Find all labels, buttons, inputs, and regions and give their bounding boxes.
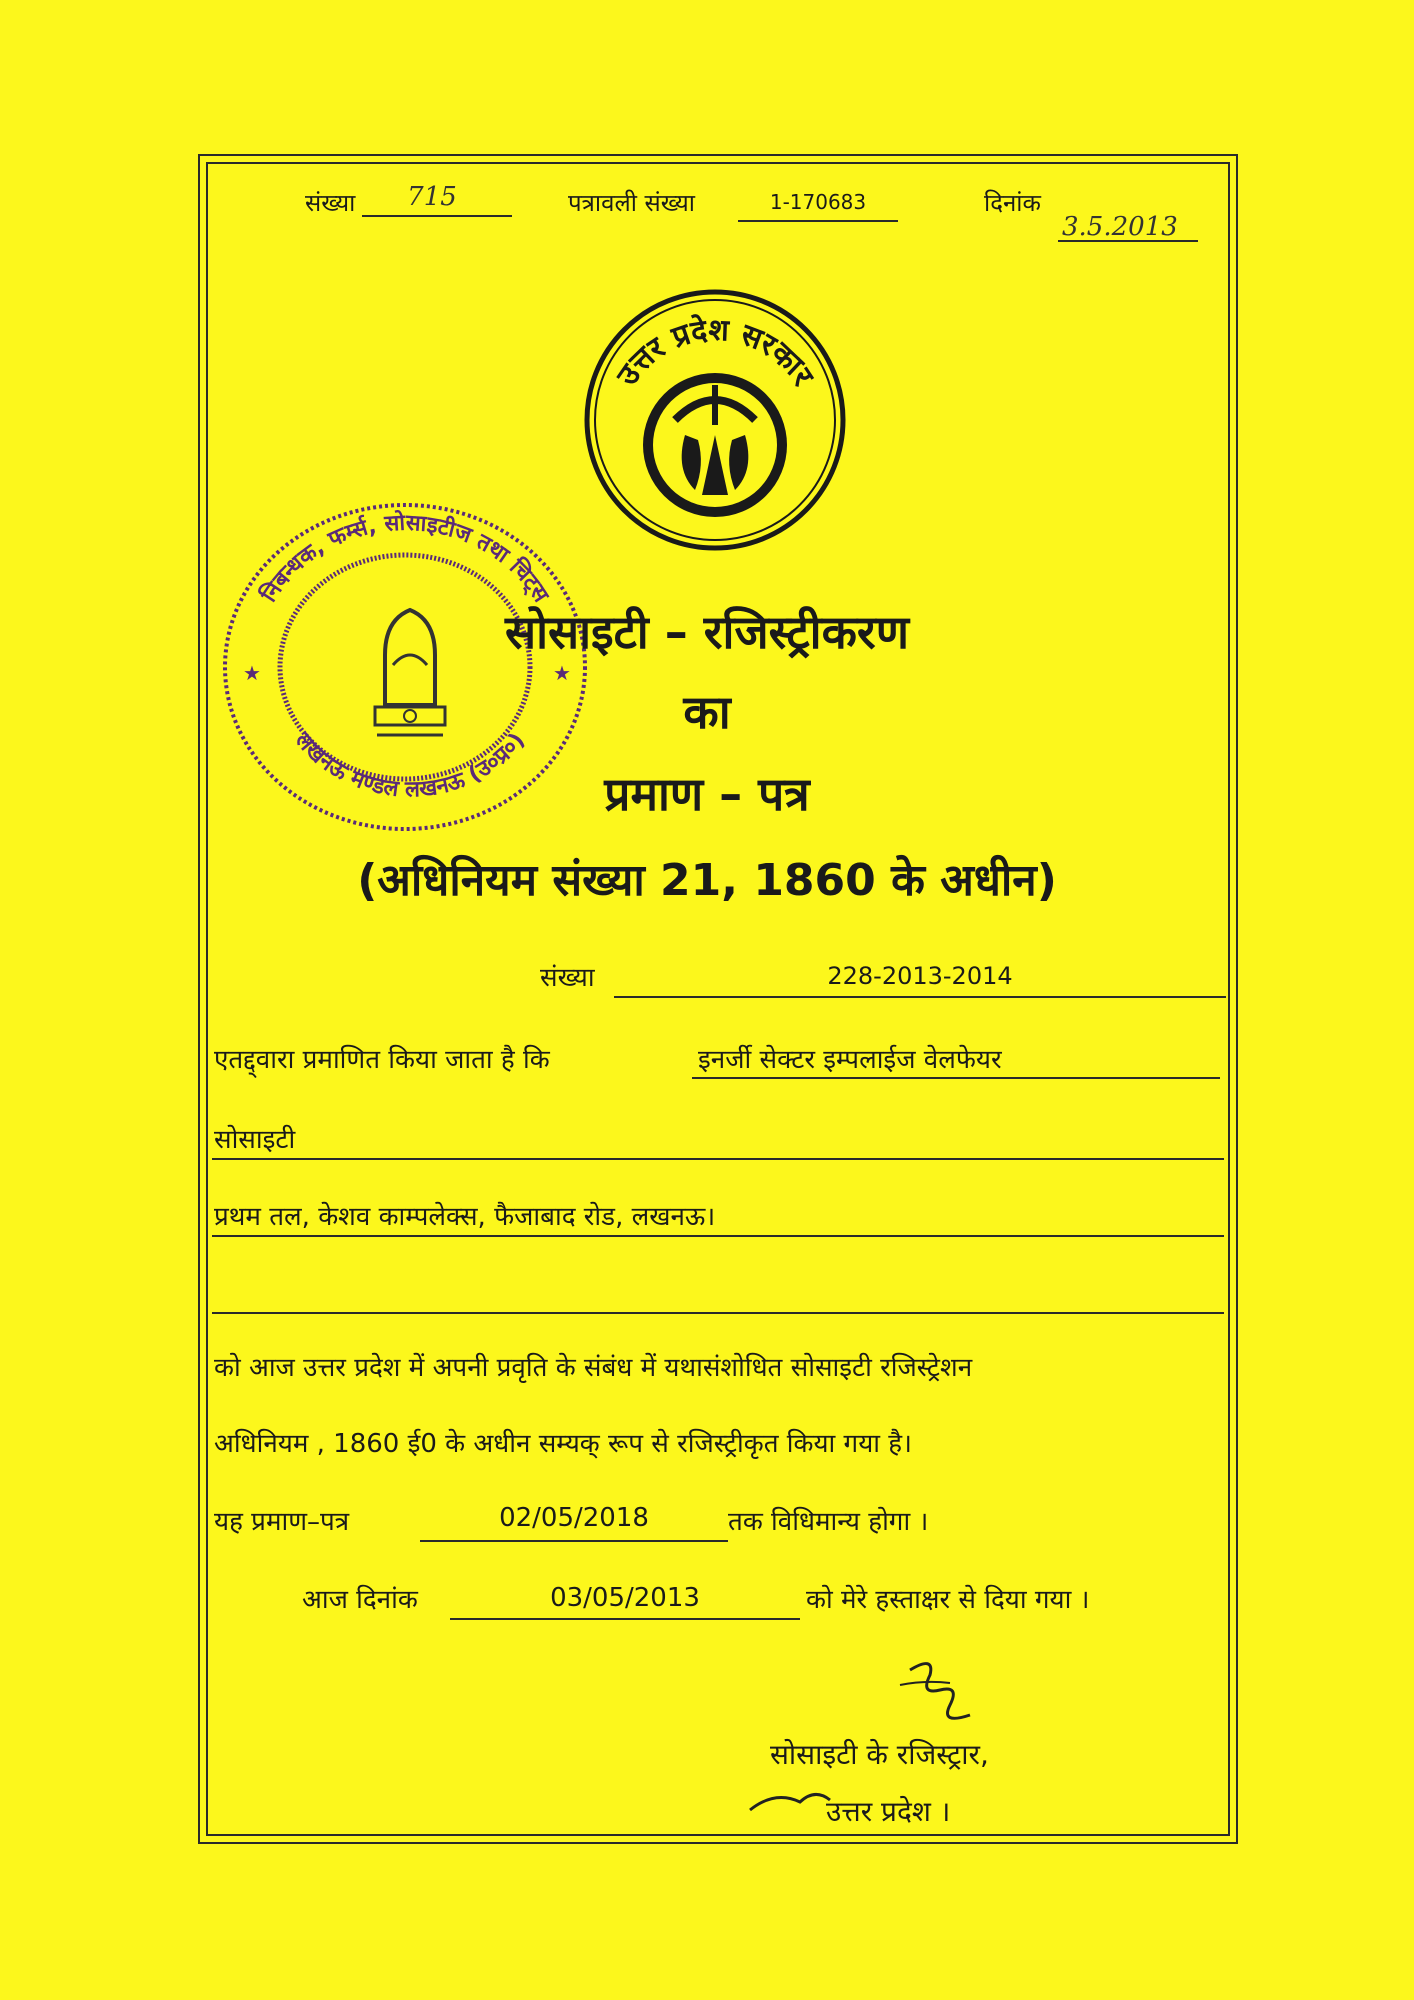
certificate-title-line2: का bbox=[683, 685, 731, 739]
blank-underline bbox=[212, 1312, 1224, 1314]
certificate-title-line4: (अधिनियम संख्या 21, 1860 के अधीन) bbox=[357, 855, 1057, 906]
society-name-underline2 bbox=[212, 1158, 1224, 1160]
svg-text:उत्तर प्रदेश सरकार: उत्तर प्रदेश सरकार bbox=[610, 312, 821, 393]
validity-date: 02/05/2018 bbox=[499, 1503, 649, 1533]
number-value: 715 bbox=[407, 182, 457, 212]
validity-date-underline bbox=[420, 1540, 728, 1542]
certificate-title-line3: प्रमाण – पत्र bbox=[604, 767, 810, 821]
svg-text:निबन्धक, फर्म्स, सोसाइटीज तथा: निबन्धक, फर्म्स, सोसाइटीज तथा चिट्स bbox=[256, 510, 554, 607]
issued-label-before: आज दिनांक bbox=[302, 1585, 418, 1615]
registration-number-value: 228-2013-2014 bbox=[827, 962, 1013, 990]
svg-text:★: ★ bbox=[243, 661, 261, 685]
issued-date: 03/05/2013 bbox=[550, 1583, 700, 1613]
up-government-emblem bbox=[580, 285, 850, 555]
svg-text:★: ★ bbox=[553, 661, 571, 685]
certify-label: एतद्द्वारा प्रमाणित किया जाता है कि bbox=[214, 1045, 550, 1075]
validity-label-before: यह प्रमाण–पत्र bbox=[214, 1507, 350, 1537]
society-name-part1: इनर्जी सेक्टर इम्पलाईज वेलफेयर bbox=[698, 1045, 1002, 1075]
certificate-title-line1: सोसाइटी – रजिस्ट्रीकरण bbox=[505, 605, 909, 659]
date-value: 3.5.2013 bbox=[1062, 212, 1178, 242]
statement-line1: को आज उत्तर प्रदेश में अपनी प्रवृति के संबंध में यथासंशोधित सोसाइटी रजिस्ट्रेशन bbox=[214, 1353, 973, 1383]
date-underline bbox=[1058, 240, 1198, 242]
date-label: दिनांक bbox=[984, 189, 1041, 217]
signature-title-line2: उत्तर प्रदेश । bbox=[826, 1795, 951, 1828]
society-name-underline1 bbox=[692, 1077, 1220, 1079]
number-underline bbox=[362, 215, 512, 217]
initials-scribble bbox=[745, 1780, 835, 1820]
registrar-signature bbox=[880, 1655, 990, 1735]
registration-number-label: संख्या bbox=[540, 963, 595, 993]
issued-date-underline bbox=[450, 1618, 800, 1620]
society-name-part2: सोसाइटी bbox=[214, 1125, 296, 1155]
file-number-value: 1-170683 bbox=[769, 190, 867, 214]
svg-text:लखनऊ मण्डल लखनऊ (उ०प्र०): लखनऊ मण्डल लखनऊ (उ०प्र०) bbox=[289, 728, 531, 803]
file-number-label: पत्रावली संख्या bbox=[568, 189, 695, 217]
address-underline bbox=[212, 1235, 1224, 1237]
file-number-underline bbox=[738, 220, 898, 222]
statement-line2: अधिनियम , 1860 ई0 के अधीन सम्यक् रूप से रजिस्ट्रीकृत किया गया है। bbox=[214, 1429, 912, 1459]
registration-number-underline bbox=[614, 996, 1226, 998]
signature-title-line1: सोसाइटी के रजिस्ट्रार, bbox=[770, 1738, 989, 1771]
number-label: संख्या bbox=[305, 189, 356, 217]
society-address: प्रथम तल, केशव काम्पलेक्स, फैजाबाद रोड, लखनऊ। bbox=[214, 1202, 716, 1232]
validity-label-after: तक विधिमान्य होगा । bbox=[728, 1507, 929, 1537]
issued-label-after: को मेरे हस्ताक्षर से दिया गया । bbox=[806, 1585, 1090, 1615]
